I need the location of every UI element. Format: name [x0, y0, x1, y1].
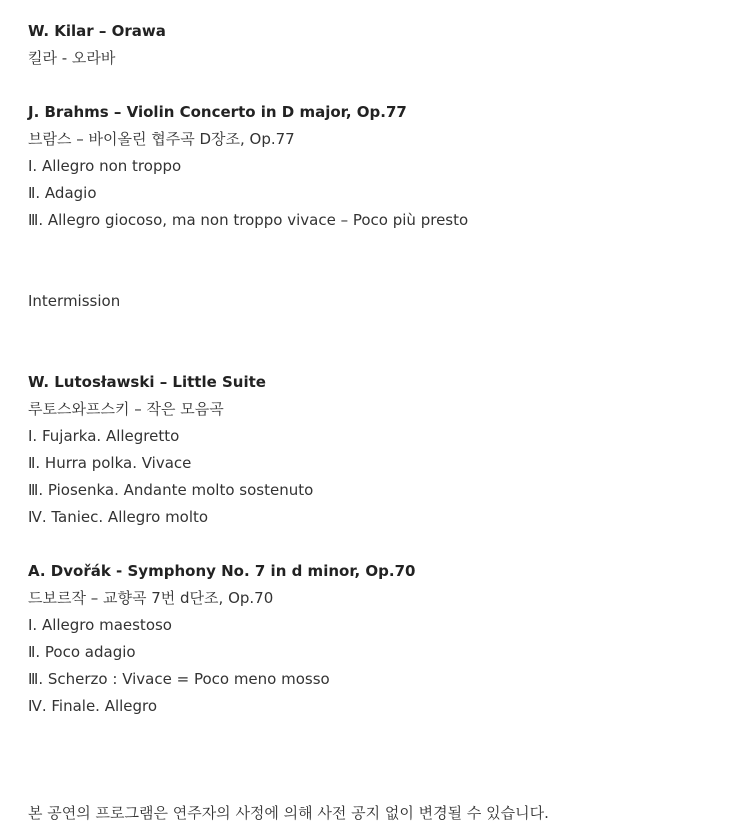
dvorak-movement-1: Ⅰ. Allegro maestoso	[28, 616, 172, 634]
intermission-label: Intermission	[28, 292, 121, 310]
dvorak-movement-3: Ⅲ. Scherzo : Vivace = Poco meno mosso	[28, 670, 330, 688]
lutoslawski-title: W. Lutosławski – Little Suite	[28, 373, 266, 391]
brahms-movement-3: Ⅲ. Allegro giocoso, ma non troppo vivace – Poco più presto	[28, 211, 469, 229]
brahms-movement-1: Ⅰ. Allegro non troppo	[28, 157, 182, 175]
kilar-title: W. Kilar – Orawa	[28, 22, 166, 40]
lutoslawski-movement-4: Ⅳ. Taniec. Allegro molto	[28, 508, 209, 526]
dvorak-korean-title: 드보르작 – 교향곡 7번 d단조, Op.70	[28, 589, 274, 607]
dvorak-title: A. Dvořák - Symphony No. 7 in d minor, Op.70	[28, 562, 416, 580]
dvorak-movement-4: Ⅳ. Finale. Allegro	[28, 697, 158, 715]
kilar-korean-title: 킬라 - 오라바	[28, 49, 116, 67]
lutoslawski-movement-2: Ⅱ. Hurra polka. Vivace	[28, 454, 192, 472]
lutoslawski-movement-3: Ⅲ. Piosenka. Andante molto sostenuto	[28, 481, 314, 499]
brahms-korean-title: 브람스 – 바이올린 협주곡 D장조, Op.77	[28, 130, 295, 148]
lutoslawski-movement-1: Ⅰ. Fujarka. Allegretto	[28, 427, 180, 445]
dvorak-movement-2: Ⅱ. Poco adagio	[28, 643, 136, 661]
lutoslawski-korean-title: 루토스와프스키 – 작은 모음곡	[28, 400, 224, 418]
brahms-movement-2: Ⅱ. Adagio	[28, 184, 97, 202]
brahms-title: J. Brahms – Violin Concerto in D major, Op.77	[28, 103, 407, 121]
program-change-notice: 본 공연의 프로그램은 연주자의 사정에 의해 사전 공지 없이 변경될 수 있습니다.	[28, 804, 549, 822]
